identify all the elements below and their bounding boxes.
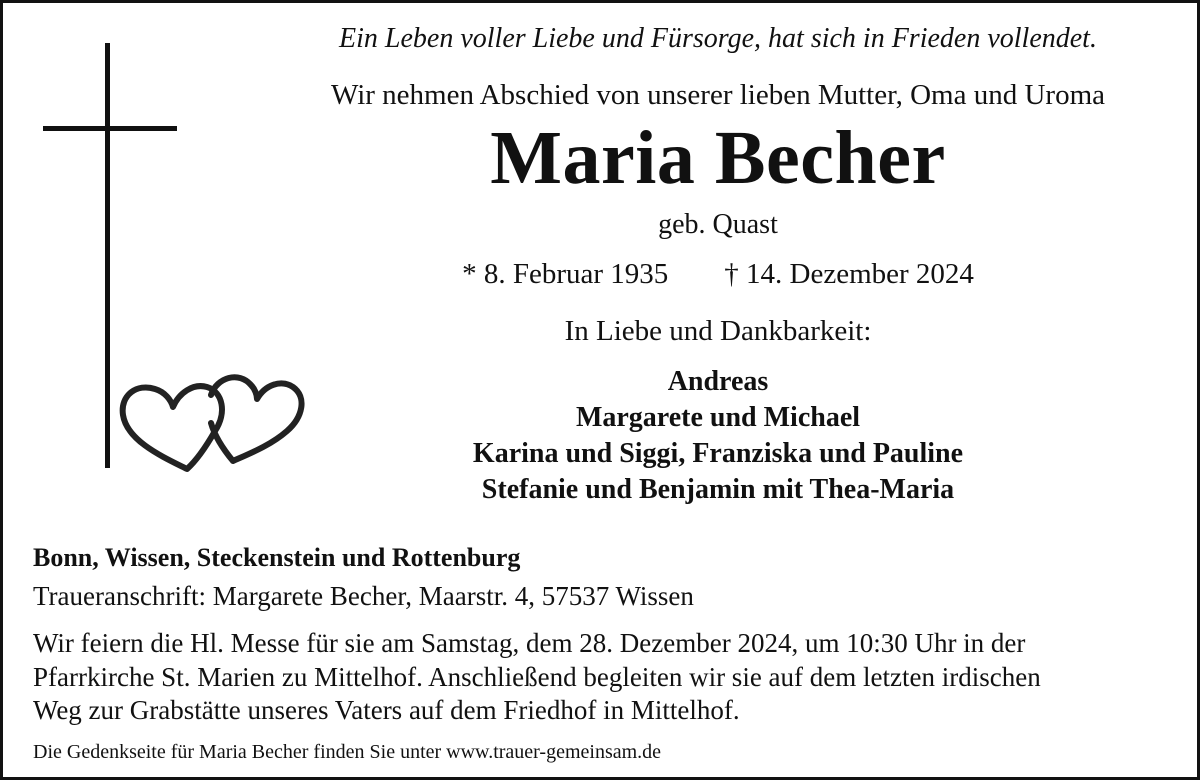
mourners-list xyxy=(233,364,1200,508)
mourner-line: Margarete und Michael xyxy=(575,402,861,433)
mourner-line: Andreas xyxy=(667,366,769,397)
birth-name: geb. Quast xyxy=(658,209,778,240)
mourner-line: Stefanie und Benjamin mit Thea-Maria xyxy=(481,474,955,505)
mourner-line: Karina und Siggi, Franziska und Pauline xyxy=(472,438,964,469)
thanks-line: In Liebe und Dankbarkeit: xyxy=(564,315,872,347)
mass-line: Weg zur Grabstätte unseres Vaters auf dem Friedhof in Mittelhof. xyxy=(33,695,740,725)
birth-date: * 8. Februar 1935 xyxy=(462,258,669,290)
places-line: Bonn, Wissen, Steckenstein und Rottenburg xyxy=(33,543,521,572)
farewell-intro: Wir nehmen Abschied von unserer lieben Mutter, Oma und Uroma xyxy=(330,79,1106,111)
mass-announcement xyxy=(33,627,1183,728)
motto: Ein Leben voller Liebe und Fürsorge, hat sich in Frieden vollendet. xyxy=(339,23,1097,54)
mourning-address: Traueranschrift: Margarete Becher, Maarstr. 4, 57537 Wissen xyxy=(33,581,694,611)
death-date: † 14. Dezember 2024 xyxy=(724,258,974,290)
deceased-name: Maria Becher xyxy=(490,116,946,200)
mass-line: Pfarrkirche St. Marien zu Mittelhof. Anschließend begleiten wir sie auf dem letzten irdischen xyxy=(33,661,1041,692)
life-dates xyxy=(233,258,1200,291)
mass-line: Wir feiern die Hl. Messe für sie am Samstag, dem 28. Dezember 2024, um 10:30 Uhr in der xyxy=(33,628,1026,658)
memorial-page-note: Die Gedenkseite für Maria Becher finden Sie unter www.trauer-gemeinsam.de xyxy=(33,741,662,763)
